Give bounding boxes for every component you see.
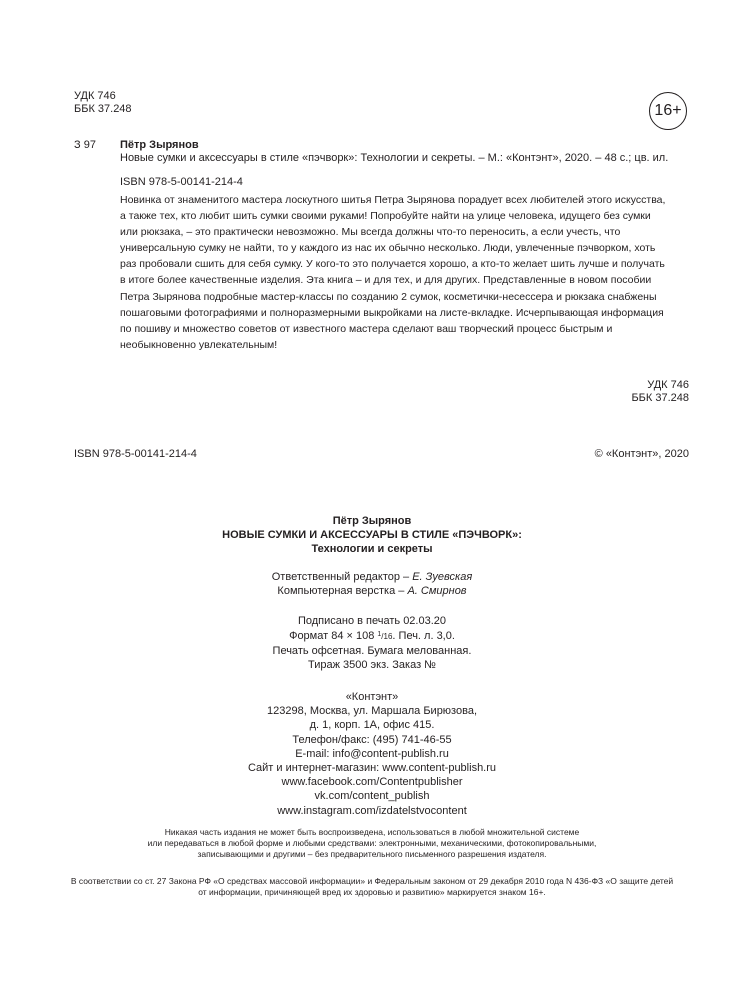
layout-name: А. Смирнов: [407, 585, 467, 597]
author-code: З 97: [74, 139, 96, 151]
publisher-phone: Телефон/факс: (495) 741-46-55: [292, 733, 452, 746]
imprint-title: НОВЫЕ СУМКИ И АКСЕССУАРЫ В СТИЛЕ «ПЭЧВОРК»:: [222, 529, 522, 541]
publisher-email: E-mail: info@content-publish.ru: [295, 747, 449, 760]
publisher-instagram: www.instagram.com/izdatelstvocontent: [277, 804, 467, 817]
isbn-top: ISBN 978-5-00141-214-4: [120, 176, 243, 188]
format-fraction-den: /16: [381, 632, 393, 641]
rights-line-3: записывающими и другими – без предварительного письменного разрешения издателя.: [197, 849, 547, 859]
publisher-address-2: д. 1, корп. 1А, офис 415.: [309, 719, 435, 732]
age-rating-badge: 16+: [649, 92, 687, 130]
rights-line-1: Никакая часть издания не может быть воспроизведена, использоваться в любой множительной системе: [164, 827, 580, 837]
publisher-site: Сайт и интернет-магазин: www.content-publish.ru: [247, 762, 497, 775]
format-fraction-num: 1: [377, 631, 382, 638]
format-suffix: . Печ. л. 3,0.: [392, 630, 455, 642]
imprint-subtitle: Технологии и секреты: [311, 543, 433, 555]
editor-name: Е. Зуевская: [412, 571, 473, 583]
rights-line-2: или передаваться в любой форме и любыми средствами: электронными, механическими, фотокопировальными,: [147, 838, 597, 848]
author-name: Пётр Зырянов: [120, 139, 199, 151]
layout-credit: [0, 584, 744, 598]
editor-label: Ответственный редактор –: [271, 571, 413, 583]
publisher-name: «Контэнт»: [345, 691, 399, 703]
annotation-text: Новинка от знаменитого мастера лоскутного шитья Петра Зырянова порадует всех любителей этого искусства, а также тех, кто любит шить сумки своими руками! Попробуйте найти на улице человека, идущего без сумки или рюкзака, – это практически невозможно. Мы всегда должны что-то переносить, а если учесть, что универсальную сумку не найти, то у каждого из нас их обычно несколько. Люди, увлеченные пэчворком, хоть раз пробовали сшить для себя сумку. У кого-то это получается хорошо, а кто-то желает шить лучше и получать в итоге более качественные изделия. Эта книга – и для тех, и для других. Представленные в новом пособии Петра Зырянова подробные мастер-классы по созданию 2 сумок, косметички-несессера и рюкзака снабжены пошаговыми фотографиями и полноразмерными выкройками на листе-вкладке. Исчерпывающая информация по пошиву и множество советов от известного мастера сделают ваш творческий процесс быстрым и необыкновенно увлекательным!: [120, 194, 666, 351]
credits: [0, 570, 744, 598]
publisher-facebook: www.facebook.com/Contentpublisher: [281, 776, 463, 789]
editor-credit: [0, 570, 744, 584]
layout-label: Компьютерная верстка –: [277, 585, 408, 597]
print-info: [0, 614, 744, 672]
law-line-1: В соответствии со ст. 27 Закона РФ «О средствах массовой информации» и Федеральным законом от 29 декабря 2010 года N 436-ФЗ «О защите детей: [70, 876, 674, 886]
law-notice: [0, 876, 744, 898]
copyright-notice: © «Контэнт», 2020: [594, 448, 689, 460]
isbn-bottom: ISBN 978-5-00141-214-4: [74, 448, 197, 460]
bibliographic-line: Новые сумки и аксессуары в стиле «пэчворк»: Технологии и секреты. – М.: «Контэнт», 2020. – 48 с.; цв. ил.: [120, 152, 669, 164]
format-line: [0, 628, 744, 644]
bbk-code: ББК 37.248: [74, 103, 132, 115]
udk-bbk-top: [74, 90, 132, 116]
print-run: Тираж 3500 экз. Заказ №: [308, 659, 436, 671]
publisher-address-1: 123298, Москва, ул. Маршала Бирюзова,: [267, 705, 477, 718]
publisher-vk: vk.com/content_publish: [314, 790, 430, 803]
law-line-2: от информации, причиняющей вред их здоровью и развитию» маркируется знаком 16+.: [198, 887, 546, 897]
signed-date: Подписано в печать 02.03.20: [297, 615, 447, 627]
publisher-info: [0, 690, 744, 818]
format-prefix: Формат 84 × 108: [289, 630, 378, 642]
print-type: Печать офсетная. Бумага мелованная.: [272, 645, 472, 657]
rights-notice: [0, 827, 744, 860]
classification-bottom: [560, 379, 689, 405]
imprint-author: Пётр Зырянов: [332, 515, 412, 527]
udk-code-bottom: УДК 746: [647, 379, 689, 391]
udk-code: УДК 746: [74, 90, 116, 102]
bbk-code-bottom: ББК 37.248: [631, 392, 689, 404]
